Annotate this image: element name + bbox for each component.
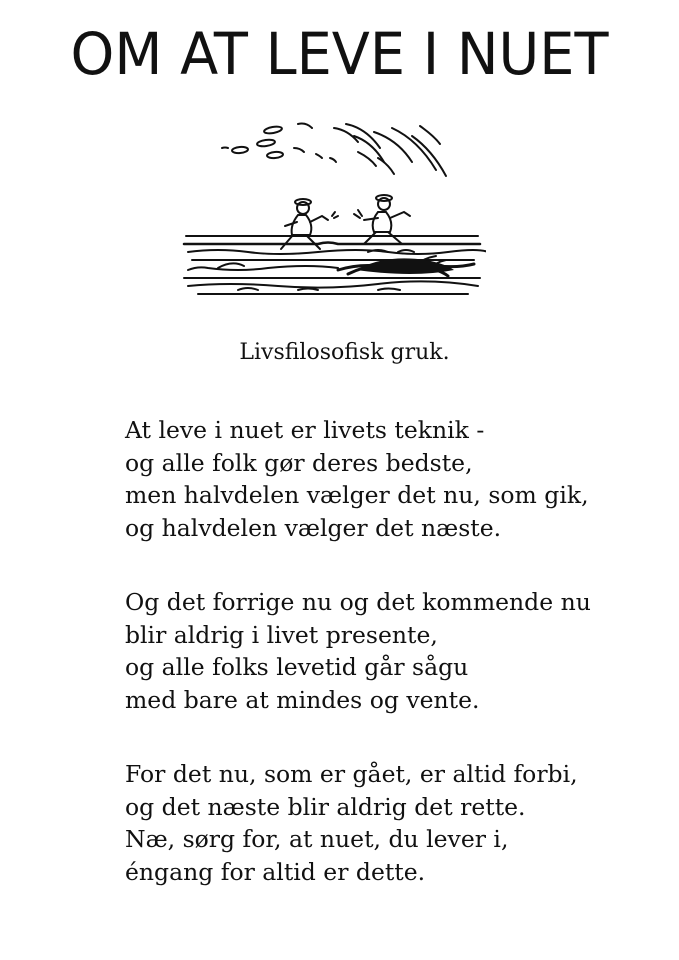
- poem-line: éngang for altid er dette.: [125, 857, 426, 886]
- poem-line: For det nu, som er gået, er altid forbi,: [125, 760, 578, 788]
- two-figures-running-on-waves-icon: [178, 118, 486, 300]
- stanza: [125, 586, 665, 716]
- poem-line: og det næste blir aldrig det rette.: [125, 792, 526, 821]
- poem: [125, 414, 665, 930]
- stanza: [125, 758, 665, 888]
- poem-line: At leve i nuet er livets teknik -: [125, 416, 485, 444]
- poem-line: og halvdelen vælger det næste.: [125, 513, 502, 542]
- subtitle: Livsfilosofisk gruk.: [239, 340, 450, 365]
- poem-line: men halvdelen vælger det nu, som gik,: [125, 481, 589, 509]
- poem-line: Næ, sørg for, at nuet, du lever i,: [125, 825, 509, 853]
- poem-line: blir aldrig i livet presente,: [125, 620, 438, 649]
- poem-line: Og det forrige nu og det kommende nu: [125, 588, 591, 616]
- stanza: [125, 414, 665, 544]
- page-title: OM AT LEVE I NUET: [70, 20, 609, 88]
- poem-line: og alle folk gør deres bedste,: [125, 448, 473, 477]
- poem-line: med bare at mindes og vente.: [125, 685, 480, 714]
- poem-line: og alle folks levetid går sågu: [125, 653, 469, 681]
